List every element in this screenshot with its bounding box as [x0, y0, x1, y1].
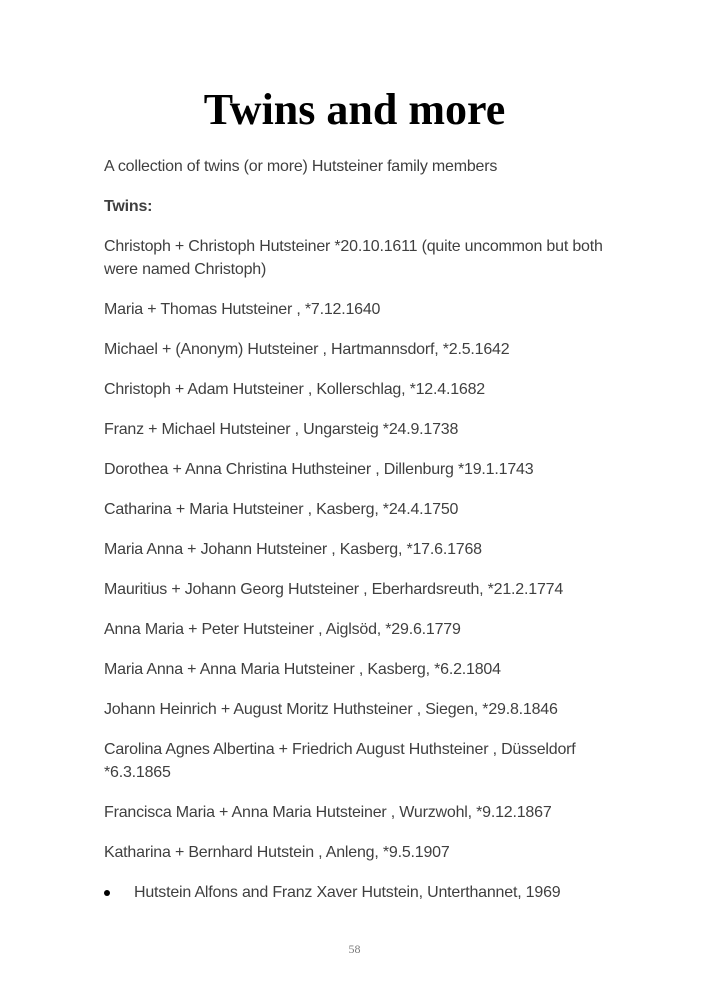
- twin-entry: Maria Anna + Johann Hutsteiner , Kasberg, *17.6.1768: [104, 541, 482, 558]
- intro-paragraph: A collection of twins (or more) Hutsteiner family members: [104, 158, 498, 175]
- twin-entry: Katharina + Bernhard Hutstein , Anleng, *9.5.1907: [104, 844, 450, 861]
- twin-entry: Maria Anna + Anna Maria Hutsteiner , Kasberg, *6.2.1804: [104, 661, 501, 678]
- twin-entry: Francisca Maria + Anna Maria Hutsteiner , Wurzwohl, *9.12.1867: [104, 804, 552, 821]
- twin-entry: Mauritius + Johann Georg Hutsteiner , Eberhardsreuth, *21.2.1774: [104, 581, 564, 598]
- page-title: Twins and more: [203, 85, 506, 134]
- section-heading-twins: Twins:: [104, 198, 153, 215]
- twin-entry: Christoph + Adam Hutsteiner , Kollerschlag, *12.4.1682: [104, 381, 485, 398]
- bullet-item-text: Hutstein Alfons and Franz Xaver Hutstein, Unterthannet, 1969: [134, 884, 561, 901]
- twin-entry: Franz + Michael Hutsteiner , Ungarsteig *24.9.1738: [104, 421, 459, 438]
- twin-entry: Carolina Agnes Albertina + Friedrich August Huthsteiner , Düsseldorf *6.3.1865: [104, 741, 576, 781]
- twin-entry: Johann Heinrich + August Moritz Huthsteiner , Siegen, *29.8.1846: [104, 701, 558, 718]
- twin-entry: Michael + (Anonym) Hutsteiner , Hartmannsdorf, *2.5.1642: [104, 341, 510, 358]
- twin-entry: Catharina + Maria Hutsteiner , Kasberg, *24.4.1750: [104, 501, 459, 518]
- bullet-list-item: [104, 881, 614, 904]
- bullet-icon: [104, 890, 110, 896]
- page-number: 58: [348, 942, 361, 956]
- twin-entry: Christoph + Christoph Hutsteiner *20.10.1611 (quite uncommon but both were named Christoph): [104, 238, 603, 278]
- twin-entry: Anna Maria + Peter Hutsteiner , Aiglsöd, *29.6.1779: [104, 621, 461, 638]
- twin-entry: Maria + Thomas Hutsteiner , *7.12.1640: [104, 301, 381, 318]
- document-body: [104, 155, 614, 904]
- twin-entry: Dorothea + Anna Christina Huthsteiner , Dillenburg *19.1.1743: [104, 461, 534, 478]
